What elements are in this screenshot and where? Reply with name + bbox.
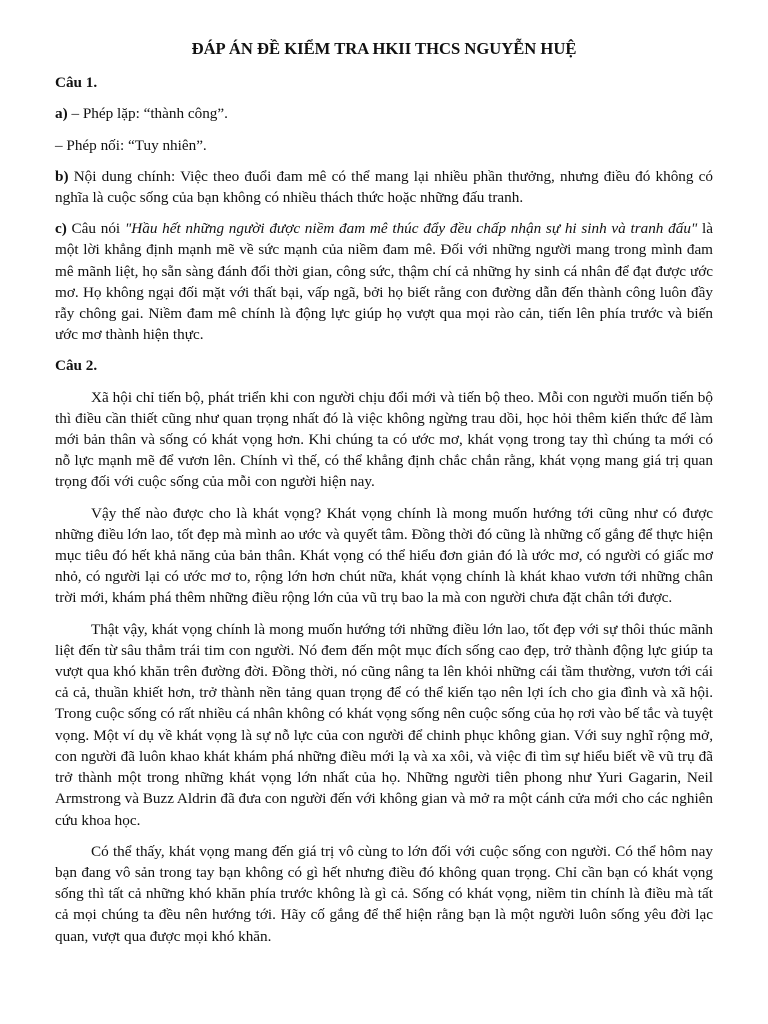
answer-1c-label: c)	[55, 220, 67, 238]
answer-1c-text: là một lời khẳng định mạnh mẽ về sức mạnh của niềm đam mê. Đối với những người mang trong mình đam mê mãnh liệt, họ sẵn sàng đánh đổi thời gian, công sức, thậm chí cả những hy sinh cá nhân để đạt được ước mơ. Họ không ngại đối mặt với thất bại, vấp ngã, bởi họ biết rằng con đường dẫn đến thành công luôn đầy rẫy chông gai. Niềm đam mê chính là động lực giúp họ vượt qua mọi rào cản, tiến lên phía trước và biến ước mơ thành hiện thực.	[55, 220, 713, 344]
answer-1c	[55, 218, 713, 345]
question-1-heading: Câu 1.	[55, 74, 98, 92]
answer-1b-text: Nội dung chính: Việc theo đuổi đam mê có thể mang lại nhiều phần thưởng, nhưng điều đó không có nghĩa là cuộc sống của bạn không có nhiều thách thức hoặc những đấu tranh.	[55, 167, 713, 207]
essay-paragraph-1: Xã hội chỉ tiến bộ, phát triển khi con người chịu đổi mới và tiến bộ theo. Mỗi con người muốn tiến bộ thì điều cần thiết cũng như quan trọng nhất đó là việc không ngừng trau dồi, học hỏi thêm kiến thức để làm mới bản thân và sống có khát vọng hơn. Khi chúng ta có ước mơ, khát vọng trong tay thì chúng ta mới có nỗ lực mạnh mẽ để vươn lên. Chính vì thế, có thể khẳng định chắc chắn rằng, khát vọng mang giá trị quan trọng đối với cuộc sống của mỗi con người hiện nay.	[55, 388, 713, 491]
answer-1a-text-1: – Phép lặp: “thành công”.	[67, 105, 228, 123]
answer-1b-label: b)	[55, 167, 69, 185]
answer-1a-line-1	[55, 103, 713, 124]
answer-1c-quote: "Hầu hết những người được niềm đam mê thúc đẩy đều chấp nhận sự hi sinh và tranh đấu"	[124, 220, 698, 238]
essay-paragraph-3: Thật vậy, khát vọng chính là mong muốn hướng tới những điều lớn lao, tốt đẹp với sự thôi thúc mãnh liệt đến từ sâu thẳm trái tim con người. Nó đem đến một mục đích sống cao đẹp, trở thành động lực giúp ta vượt qua khó khăn trên đường đời. Đồng thời, nó cũng nâng ta lên khỏi những cái tầm thường, vươn tới cái cả cả, thuần khiết hơn, trở thành nền tảng quan trọng để có thể kiến tạo nên lợi ích cho gia đình và xã hội. Trong cuộc sống có rất nhiều cá nhân không có khát vọng sống nên cuộc sống của họ rơi vào bế tắc và tuyệt vọng. Một ví dụ về khát vọng là sự nỗ lực của con người để chinh phục không gian. Với suy nghĩ rộng mở, con người đã luôn khao khát khám phá những điều mới lạ và xa xôi, và việc đi tìm sự hiểu biết về vũ trụ đã trở thành một trong những khát vọng lớn nhất của họ. Những người tiên phong như Yuri Gagarin, Neil Armstrong và Buzz Aldrin đã đưa con người đến với không gian và mở ra một cánh cửa mới cho các nghiên cứu khoa học.	[55, 620, 713, 829]
answer-1b	[55, 166, 713, 208]
answer-1c-intro: Câu nói	[66, 220, 125, 238]
answer-1a-line-2: – Phép nối: “Tuy nhiên”.	[55, 136, 207, 154]
answer-1a-label: a)	[55, 105, 68, 123]
essay-paragraph-2: Vậy thế nào được cho là khát vọng? Khát vọng chính là mong muốn hướng tới cũng như có được những điều lớn lao, tốt đẹp mà mình ao ước và quyết tâm. Đồng thời đó cũng là những cố gắng để thực hiện mục tiêu đó hết khả năng của bản thân. Khát vọng có thể hiểu đơn giản đó là ước mơ, có người có giấc mơ nhỏ, có người lại có ước mơ to, rộng lớn hơn chút nữa, khát vọng chính là khát khao vươn tới những chân trời mới, khám phá thêm những điều rộng lớn của vũ trụ bao la mà con người chưa đặt chân tới được.	[55, 504, 713, 607]
document-title: ĐÁP ÁN ĐỀ KIỂM TRA HKII THCS NGUYỄN HUỆ	[191, 39, 577, 58]
essay-paragraph-4: Có thể thấy, khát vọng mang đến giá trị vô cùng to lớn đối với cuộc sống con người. Có thể hôm nay bạn đang vô sản trong tay bạn không có gì hết nhưng điều đó không quan trọng. Chỉ cần bạn có khát vọng sống thì tất cả những khó khăn phía trước không là gì cả. Sống có khát vọng, niềm tin chính là điều mà tất cả mọi chúng ta đều nên hướng tới. Hãy cố gắng để thể hiện rằng bạn là một người luôn sống yêu đời lạc quan, vượt qua được mọi khó khăn.	[55, 842, 713, 945]
question-2-heading: Câu 2.	[55, 357, 98, 375]
